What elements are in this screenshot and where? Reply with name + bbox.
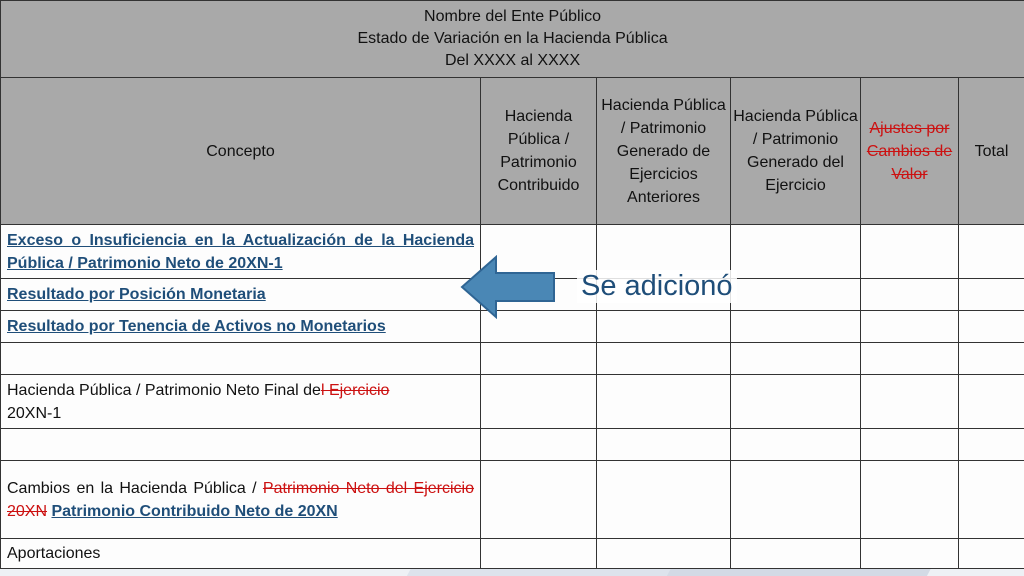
row-label-final [1,375,481,429]
table-row [1,539,1024,569]
table-row [1,375,1024,429]
table-row [1,461,1024,539]
added-text: Exceso o Insuficiencia en la Actualización de la Hacienda Pública / Patrimonio Neto de 20XN-1 [7,231,474,272]
table-row [1,429,1024,461]
added-text: Patrimonio Contribuido Neto de 20XN [51,502,338,520]
column-header-prior-years: Hacienda Pública / Patrimonio Generado de Ejercicios Anteriores [597,78,731,225]
struck-text: Patrimonio Neto del Ejercicio 20XN [7,479,475,520]
statement-title: Estado de Variación en la Hacienda Pública [357,30,668,47]
row-label-contributions: Aportaciones [1,539,481,569]
final-prefix-text: Hacienda Pública / Patrimonio Neto Final de [7,381,321,399]
period-label: Del XXXX al XXXX [444,52,581,69]
added-text: Resultado por Tenencia de Activos no Monetarios [7,318,386,335]
row-label-excess [1,225,481,279]
report-title-block [1,1,1024,78]
column-header-adjustments [861,78,959,225]
column-header-current-year: Hacienda Pública / Patrimonio Generado del Ejercicio [731,78,861,225]
struck-text: l Ejercicio [320,381,390,399]
row-label-changes [1,461,481,539]
changes-prefix-text: Cambios en la Hacienda Pública / [7,479,257,497]
added-text: Resultado por Posición Monetaria [7,286,266,303]
final-suffix-text: 20XN-1 [7,404,62,422]
entity-name: Nombre del Ente Público [424,8,602,25]
row-label-monetary [1,279,481,311]
added-annotation: Se adicionó [577,270,737,303]
row-label-holding [1,311,481,343]
column-header-contributed: Hacienda Pública / Patrimonio Contribuido [481,78,597,225]
adjustments-struck-text: Ajustes por Cambios de Valor [866,119,953,183]
table-row [1,343,1024,375]
column-header-total: Total [959,78,1024,225]
left-arrow-icon [460,255,556,319]
column-header-concept: Concepto [1,78,481,225]
